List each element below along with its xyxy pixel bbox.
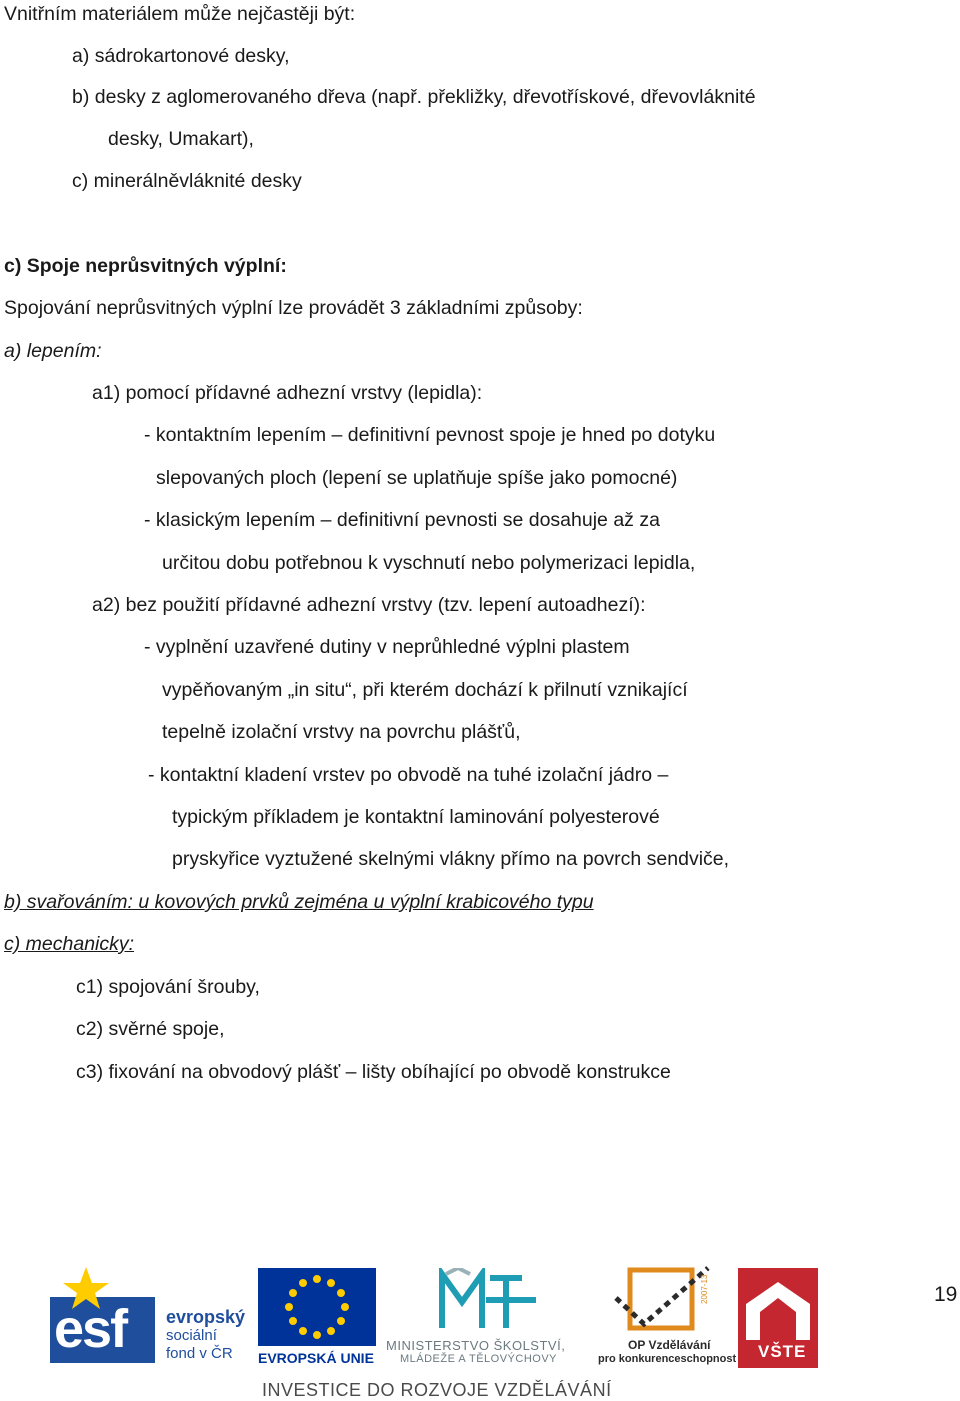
method-c-heading: c) mechanicky:: [4, 933, 135, 955]
list-item-c: c) minerálněvláknité desky: [72, 170, 302, 192]
msmt-logo: [386, 1268, 594, 1368]
vste-logo: [738, 1268, 818, 1368]
op-years: 2007-13: [700, 1274, 709, 1304]
method-a1-item2: - klasickým lepením – definitivní pevnosti se dosahuje až za: [144, 509, 660, 531]
esf-line1: evropský: [166, 1307, 246, 1327]
method-a2-item1: - vyplnění uzavřené dutiny v neprůhledné výplni plastem: [144, 636, 630, 658]
eu-label: EVROPSKÁ UNIE: [258, 1350, 374, 1366]
list-item-a: a) sádrokartonové desky,: [72, 45, 290, 67]
method-a2: a2) bez použití přídavné adhezní vrstvy (tzv. lepení autoadhezí):: [92, 594, 646, 616]
method-a2-item2-cont2: pryskyřice vyztužené skelnými vlákny přímo na povrch sendviče,: [172, 848, 730, 870]
method-a1: a1) pomocí přídavné adhezní vrstvy (lepidla):: [92, 382, 483, 404]
esf-line2: sociální: [166, 1327, 217, 1344]
section-intro: Spojování neprůsvitných výplní lze provádět 3 základními způsoby:: [4, 297, 583, 319]
method-c1: c1) spojování šrouby,: [76, 976, 260, 998]
msmt-mark-icon: [386, 1268, 594, 1336]
msmt-line2: MLÁDEŽE A TĚLOVÝCHOVY: [400, 1353, 558, 1365]
method-b-heading: b) svařováním: u kovových prvků zejména u výplní krabicového typu: [4, 891, 594, 913]
esf-line3: fond v ČR: [166, 1345, 233, 1362]
op-line2: pro konkurenceschopnost: [598, 1353, 737, 1365]
intro-line: Vnitřním materiálem může nejčastěji být:: [4, 3, 356, 25]
slogan: INVESTICE DO ROZVOJE VZDĚLÁVÁNÍ: [262, 1380, 612, 1400]
method-a2-item2: - kontaktní kladení vrstev po obvodě na tuhé izolační jádro –: [148, 764, 669, 786]
list-item-b: b) desky z aglomerovaného dřeva (např. překližky, dřevotřískové, dřevovláknité: [72, 86, 756, 108]
method-a-heading: a) lepením:: [4, 340, 102, 362]
method-c3: c3) fixování na obvodový plášť – lišty obíhající po obvodě konstrukce: [76, 1061, 671, 1083]
method-a1-item1-cont: slepovaných ploch (lepení se uplatňuje spíše jako pomocné): [156, 467, 678, 489]
method-a2-item1-cont2: tepelně izolační vrstvy na povrchu plášťů,: [162, 721, 521, 743]
eu-logo: [258, 1268, 378, 1368]
vste-label: VŠTE: [758, 1342, 807, 1361]
method-a2-item2-cont1: typickým příkladem je kontaktní laminování polyesterové: [172, 806, 660, 828]
method-a1-item1: - kontaktním lepením – definitivní pevnost spoje je hned po dotyku: [144, 424, 716, 446]
op-check-icon: [596, 1264, 732, 1336]
op-logo: [596, 1264, 737, 1370]
op-line1: OP Vzdělávání: [628, 1338, 711, 1352]
msmt-line1: MINISTERSTVO ŠKOLSTVÍ,: [386, 1338, 566, 1353]
method-c2: c2) svěrné spoje,: [76, 1018, 225, 1040]
eu-flag-icon: [258, 1268, 376, 1346]
esf-logo: [48, 1265, 258, 1365]
section-heading: c) Spoje neprůsvitných výplní:: [4, 255, 287, 277]
page-number: 19: [934, 1283, 958, 1306]
esf-mark: esf: [54, 1299, 127, 1359]
list-item-b-cont: desky, Umakart),: [108, 128, 254, 150]
method-a2-item1-cont1: vypěňovaným „in situ“, při kterém dochází k přilnutí vznikající: [162, 679, 688, 701]
method-a1-item2-cont: určitou dobu potřebnou k vyschnutí nebo polymerizaci lepidla,: [162, 552, 696, 574]
